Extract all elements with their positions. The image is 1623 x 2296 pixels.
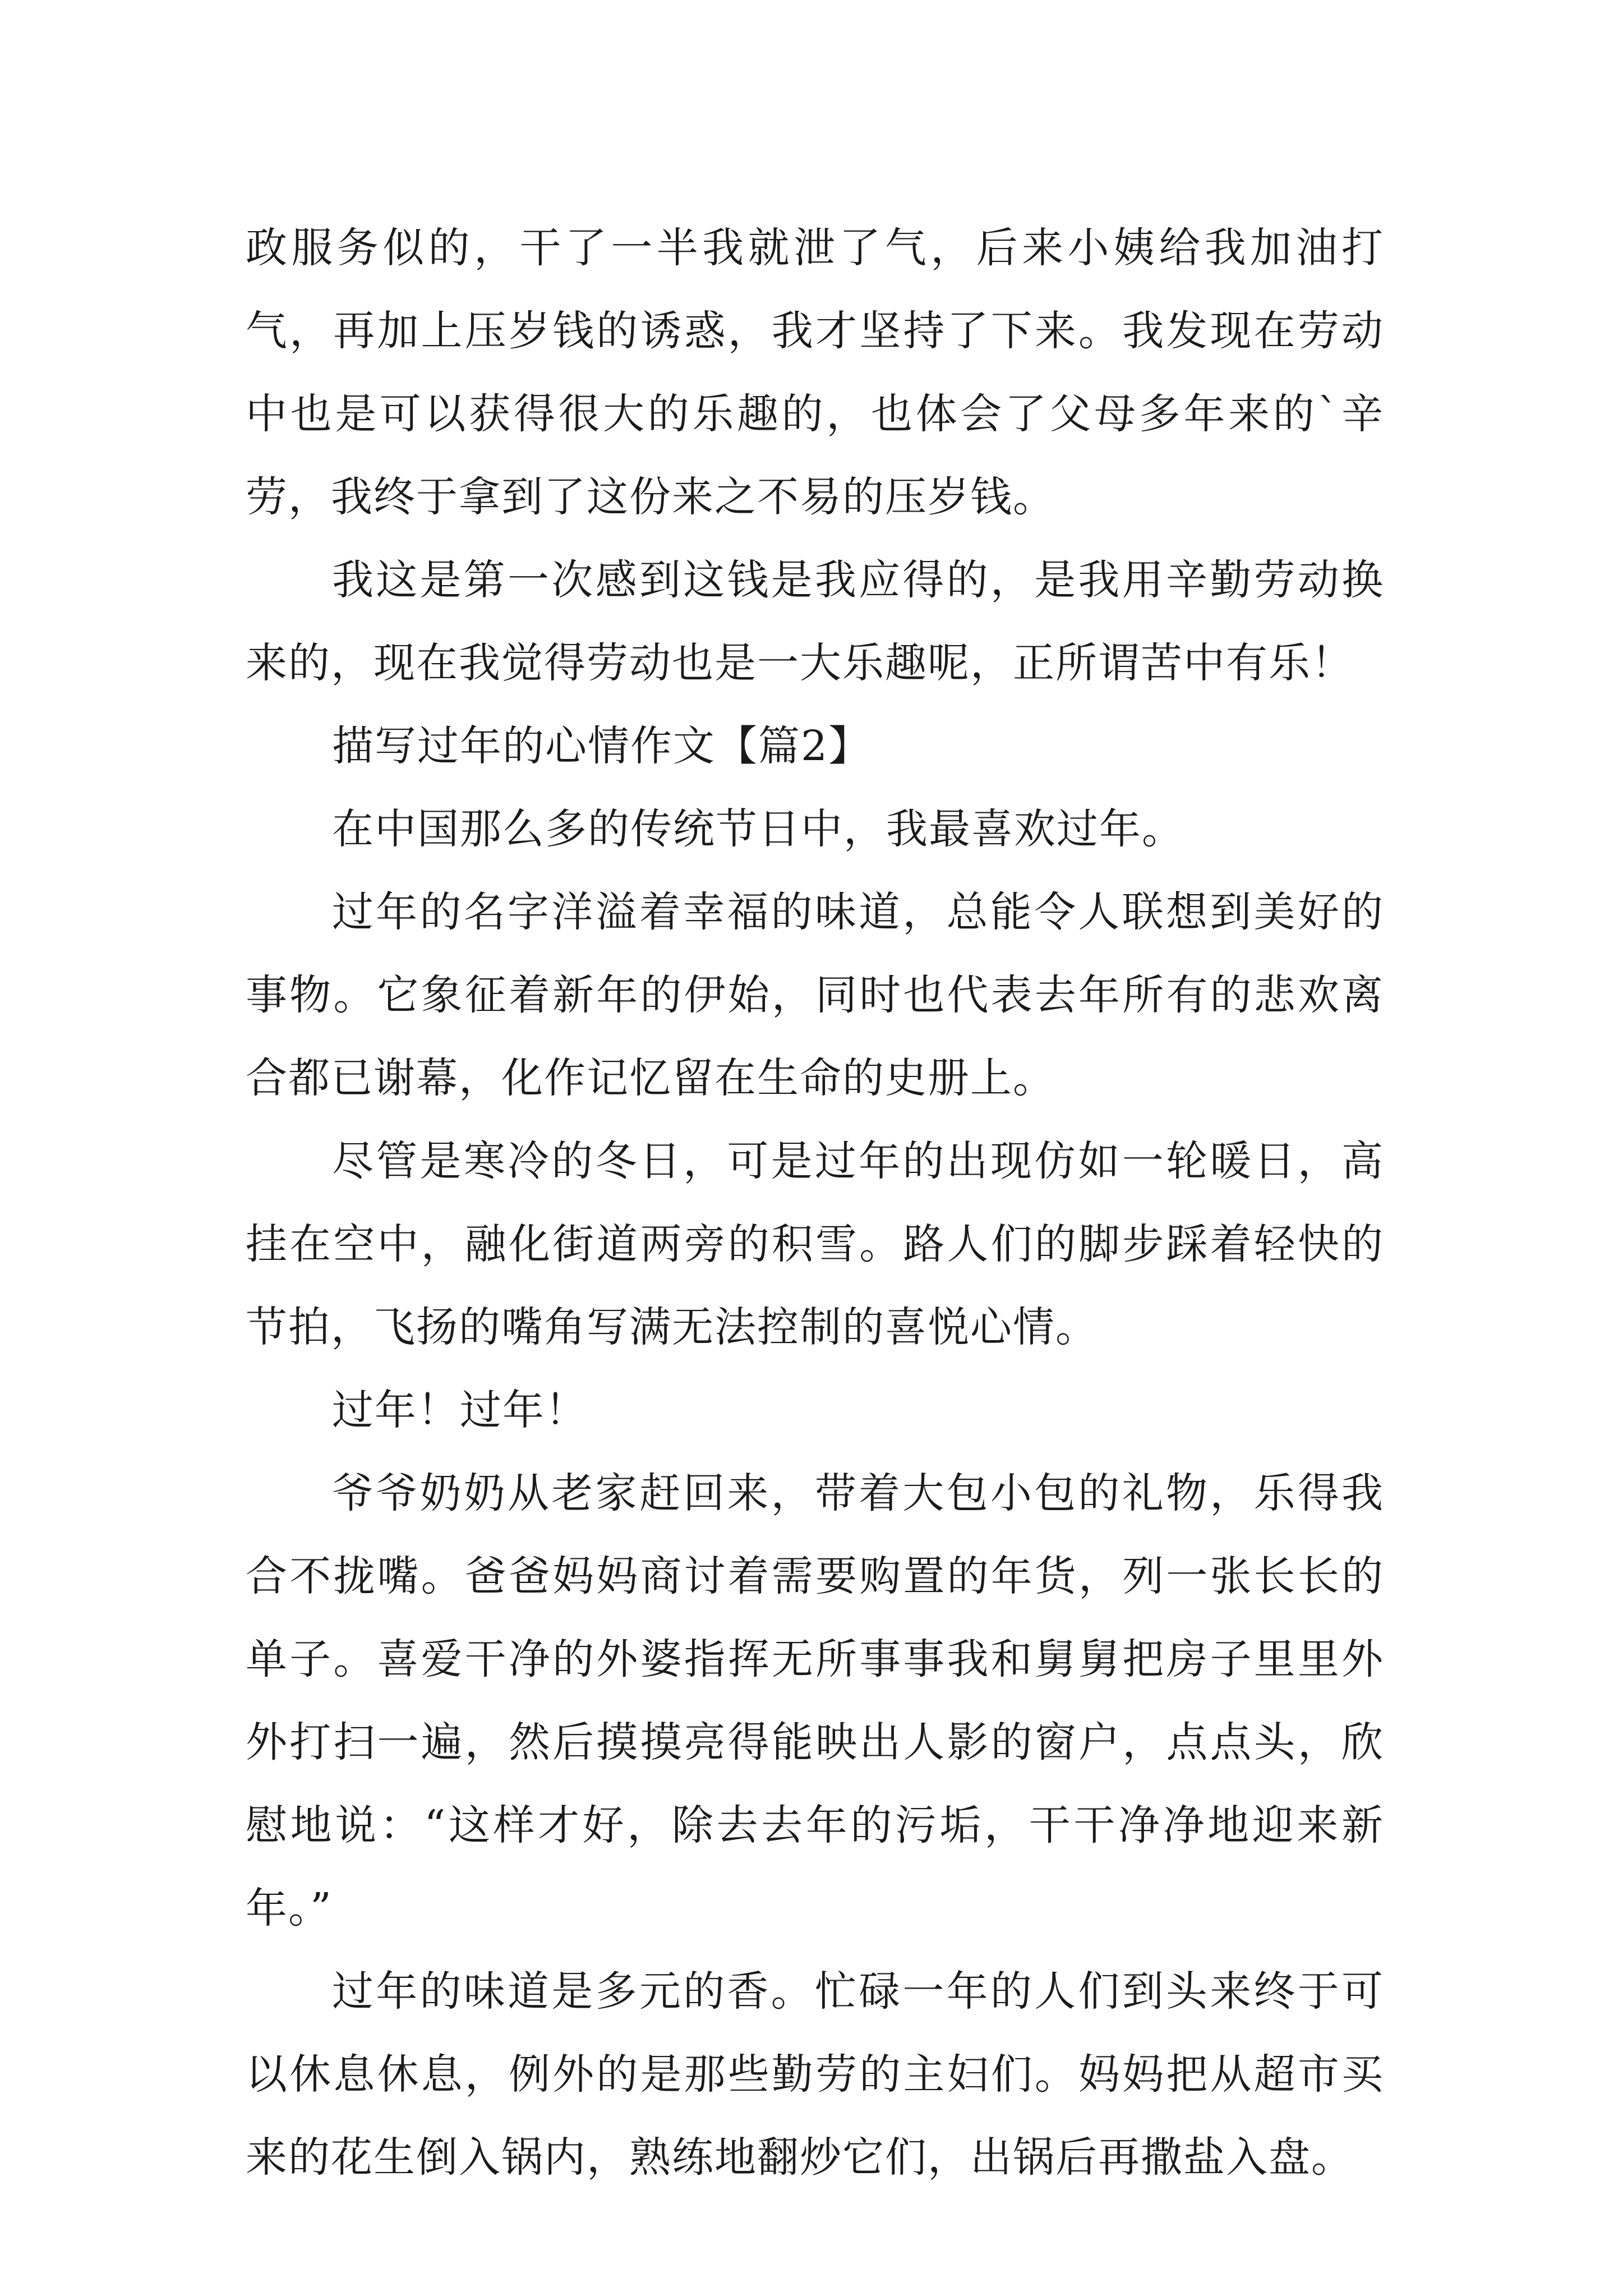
document-body [246, 206, 1384, 2199]
paragraph: 过年！过年！ [332, 1386, 588, 1434]
paragraph: 政服务似的，干了一半我就泄了气，后来小姨给我加油打气，再加上压岁钱的诱惑，我才坚持了下来。我发现在劳动中也是可以获得很大的乐趣的，也体会了父母多年来的`辛劳，我终于拿到了这份来之不易的压岁钱。 [246, 224, 1384, 521]
paragraph: 过年的味道是多元的香。忙碌一年的人们到头来终于可以休息休息，例外的是那些勤劳的主妇们。妈妈把从超市买来的花生倒入锅内，熟练地翻炒它们，出锅后再撒盐入盘。 [246, 1967, 1384, 2182]
paragraph: 我这是第一次感到这钱是我应得的，是我用辛勤劳动换来的，现在我觉得劳动也是一大乐趣呢，正所谓苦中有乐！ [246, 556, 1384, 687]
paragraph: 在中国那么多的传统节日中，我最喜欢过年。 [332, 805, 1184, 853]
paragraph: 过年的名字洋溢着幸福的味道，总能令人联想到美好的事物。它象征着新年的伊始，同时也代表去年所有的悲欢离合都已谢幕，化作记忆留在生命的史册上。 [246, 888, 1384, 1102]
paragraph: 爷爷奶奶从老家赶回来，带着大包小包的礼物，乐得我合不拢嘴。爸爸妈妈商讨着需要购置的年货，列一张长长的单子。喜爱干净的外婆指挥无所事事我和舅舅把房子里里外外打扫一遍，然后摸摸亮得能映出人影的窗户，点点头，欣慰地说：“这样才好，除去去年的污垢，干干净净地迎来新年。” [246, 1469, 1384, 1932]
paragraph: 尽管是寒冷的冬日，可是过年的出现仿如一轮暖日，高挂在空中，融化街道两旁的积雪。路人们的脚步踩着轻快的节拍，飞扬的嘴角写满无法控制的喜悦心情。 [246, 1137, 1384, 1351]
section-heading: 描写过年的心情作文【篇2】 [332, 722, 872, 770]
